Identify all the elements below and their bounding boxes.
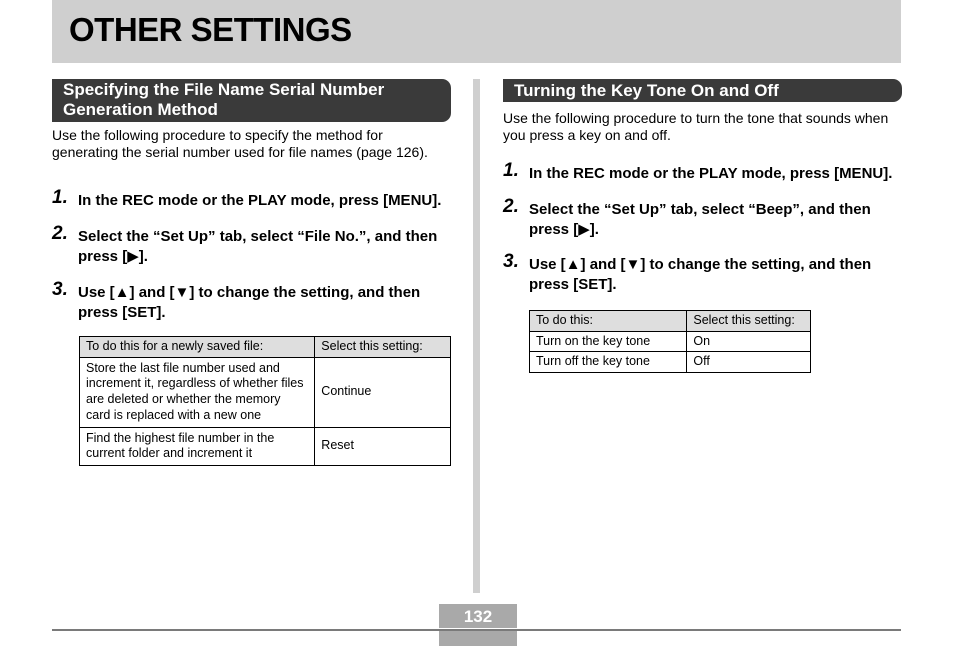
step-text: Select the “Set Up” tab, select “Beep”, and then press [▶]. xyxy=(529,201,871,238)
page-number: 132 xyxy=(439,604,517,628)
column-divider xyxy=(473,79,480,593)
section-heading: Turning the Key Tone On and Off xyxy=(503,79,902,102)
step-number: 1. xyxy=(503,160,519,181)
table-cell: Turn on the key tone xyxy=(530,331,687,352)
table-cell: Reset xyxy=(315,427,451,465)
table-row xyxy=(530,352,811,373)
table-row xyxy=(530,331,811,352)
section-intro: Use the following procedure to turn the tone that sounds when you press a key on and off. xyxy=(503,110,889,143)
step-number: 1. xyxy=(52,187,68,208)
table-header-cell: Select this setting: xyxy=(315,337,451,358)
step-text: Use [▲] and [▼] to change the setting, and then press [SET]. xyxy=(78,284,421,321)
table-cell: Find the highest file number in the current folder and increment it xyxy=(80,427,315,465)
step-item xyxy=(503,251,902,295)
step-text: In the REC mode or the PLAY mode, press [MENU]. xyxy=(529,165,893,182)
table-cell: Continue xyxy=(315,357,451,427)
table-cell: Turn off the key tone xyxy=(530,352,687,373)
step-text: Select the “Set Up” tab, select “File No.”, and then press [▶]. xyxy=(78,228,438,265)
section-intro: Use the following procedure to specify the method for generating the serial number used for file names (page 126). xyxy=(52,127,428,160)
table-header-cell: To do this for a newly saved file: xyxy=(80,337,315,358)
step-number: 2. xyxy=(52,223,68,244)
step-item xyxy=(52,279,451,323)
settings-table xyxy=(529,310,811,373)
step-item xyxy=(503,196,902,240)
table-row xyxy=(80,357,451,427)
section-file-name-serial xyxy=(52,79,451,466)
table-row xyxy=(80,427,451,465)
step-list xyxy=(503,160,902,295)
step-item xyxy=(52,187,451,211)
step-number: 3. xyxy=(503,251,519,272)
step-text: In the REC mode or the PLAY mode, press [MENU]. xyxy=(78,192,442,209)
step-number: 2. xyxy=(503,196,519,217)
step-item xyxy=(503,160,902,184)
step-item xyxy=(52,223,451,267)
table-cell: Store the last file number used and increment it, regardless of whether files are deleted or whether the memory card is replaced with a new one xyxy=(80,357,315,427)
settings-table xyxy=(79,336,451,466)
table-header-cell: To do this: xyxy=(530,311,687,332)
table-header-row xyxy=(530,311,811,332)
table-cell: Off xyxy=(687,352,811,373)
page-number-tab xyxy=(439,631,517,646)
table-header-row xyxy=(80,337,451,358)
table-header-cell: Select this setting: xyxy=(687,311,811,332)
section-heading: Specifying the File Name Serial Number Generation Method xyxy=(52,79,451,122)
section-key-tone xyxy=(503,79,902,373)
table-cell: On xyxy=(687,331,811,352)
step-text: Use [▲] and [▼] to change the setting, and then press [SET]. xyxy=(529,256,872,293)
page-title: OTHER SETTINGS xyxy=(69,11,352,48)
step-number: 3. xyxy=(52,279,68,300)
step-list xyxy=(52,187,451,323)
